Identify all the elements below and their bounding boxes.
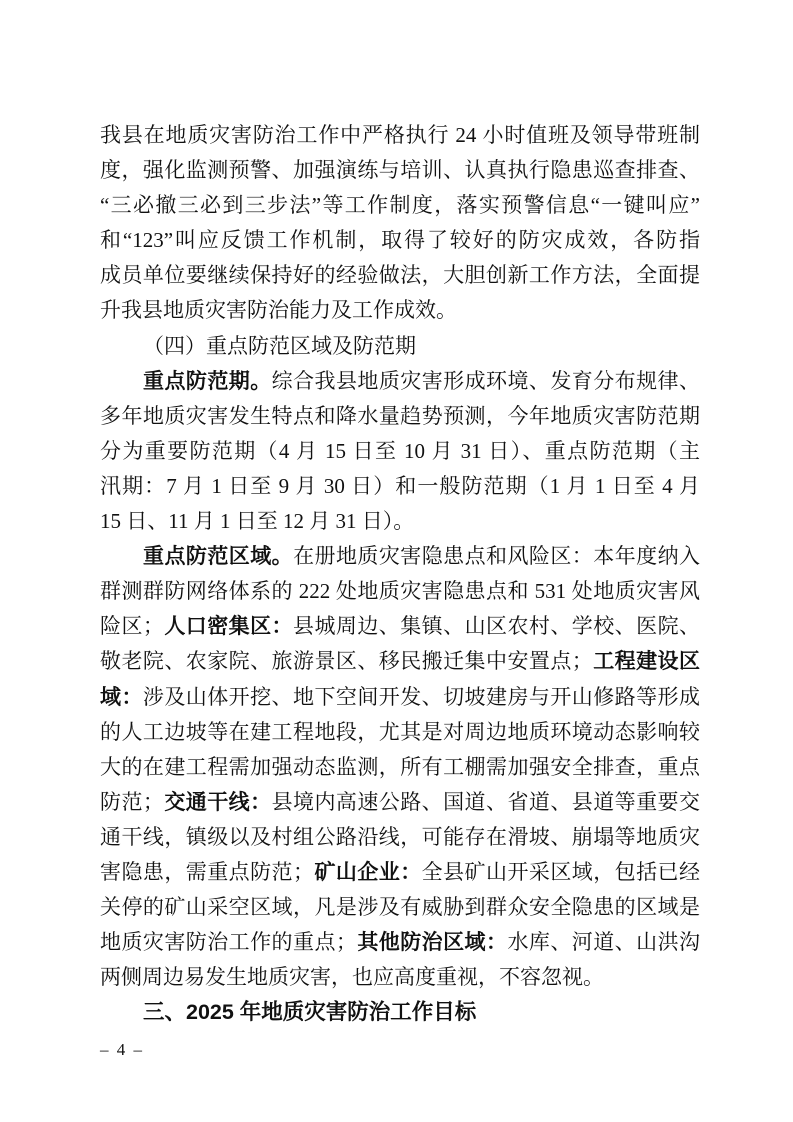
text-run: 15 日、11 月 1 日至 12 月 31 日）。 — [100, 509, 415, 534]
text-line — [100, 258, 700, 293]
text-line — [100, 960, 700, 995]
text-line — [100, 118, 700, 153]
text-run: 多年地质灾害发生特点和降水量趋势预测，今年地质灾害防范期 — [100, 403, 700, 428]
text-line — [100, 293, 700, 328]
text-line — [100, 820, 700, 855]
bold-run: 重点防范区域。 — [143, 545, 294, 569]
text-line — [100, 504, 700, 539]
text-line — [100, 434, 700, 469]
text-run: 在册地质灾害隐患点和风险区：本年度纳入 — [293, 544, 701, 569]
text-line — [100, 644, 700, 679]
text-run: 县境内高速公路、国道、省道、县道等重要交 — [271, 789, 701, 814]
text-line — [100, 785, 700, 820]
bold-run: 人口密集区： — [163, 615, 294, 639]
text-run: 和“123”叫应反馈工作机制，取得了较好的防灾成效，各防指 — [100, 228, 700, 253]
text-run: 两侧周边易发生地质灾害，也应高度重视，不容忽视。 — [100, 965, 604, 990]
text-line — [100, 539, 700, 574]
text-run: 地质灾害防治工作的重点； — [100, 930, 357, 955]
text-run: 的人工边坡等在建工程地段，尤其是对周边地质环境动态影响较 — [100, 719, 700, 744]
text-run: 敬老院、农家院、旅游景区、移民搬迁集中安置点； — [100, 649, 593, 674]
page-number: – 4 – — [100, 1040, 144, 1059]
text-run: 度，强化监测预警、加强演练与培训、认真执行隐患巡查排查、 — [100, 158, 700, 183]
bold-run: 其他防治区域： — [356, 931, 508, 955]
text-run: 综合我县地质灾害形成环境、发育分布规律、 — [271, 368, 700, 393]
bold-run: 重点防范期。 — [143, 369, 272, 393]
text-run: 关停的矿山采空区域，凡是涉及有威胁到群众安全隐患的区域是 — [100, 895, 700, 920]
text-run: “三必撤三必到三步法”等工作制度，落实预警信息“一键叫应” — [100, 193, 700, 218]
bold-run: 工程建设区 — [592, 650, 701, 674]
text-run: 全县矿山开采区域，包括已经 — [421, 859, 701, 884]
text-run: 分为重要防范期（4 月 15 日至 10 月 31 日）、重点防范期（主 — [100, 438, 700, 463]
text-run: 三、2025 年地质灾害防治工作目标 — [143, 1000, 477, 1025]
text-run: 我县在地质灾害防治工作中严格执行 24 小时值班及领导带班制 — [100, 123, 700, 147]
text-line — [100, 715, 700, 750]
text-line — [100, 750, 700, 785]
text-run: 成员单位要继续保持好的经验做法，大胆创新工作方法，全面提 — [100, 263, 700, 288]
text-run: 水库、河道、山洪沟 — [507, 930, 701, 955]
document-body — [100, 118, 700, 1030]
text-run: 涉及山体开挖、地下空间开发、切坡建房与开山修路等形成 — [142, 684, 700, 709]
text-line — [100, 925, 700, 960]
text-line — [100, 223, 700, 258]
text-line — [100, 890, 700, 925]
text-line — [100, 364, 700, 399]
text-line — [100, 329, 700, 364]
bold-run: 矿山企业： — [314, 860, 422, 884]
text-line — [100, 995, 700, 1030]
text-run: 升我县地质灾害防治能力及工作成效。 — [100, 298, 457, 323]
text-line — [100, 188, 700, 223]
text-line — [100, 609, 700, 644]
text-run: （四）重点防范区域及防范期 — [143, 333, 416, 358]
text-line — [100, 399, 700, 434]
text-line — [100, 469, 700, 504]
text-run: 汛期：7 月 1 日至 9 月 30 日）和一般防范期（1 月 1 日至 4 月 — [100, 473, 700, 498]
text-run: 险区； — [100, 614, 164, 639]
text-run: 通干线，镇级以及村组公路沿线，可能存在滑坡、崩塌等地质灾 — [100, 824, 700, 849]
text-run: 群测群防网络体系的 222 处地质灾害隐患点和 531 处地质灾害风 — [100, 579, 700, 604]
text-line — [100, 855, 700, 890]
text-line — [100, 574, 700, 609]
text-run: 县城周边、集镇、山区农村、学校、医院、 — [293, 614, 701, 639]
text-run: 害隐患，需重点防范； — [100, 859, 314, 884]
bold-run: 交通干线： — [163, 790, 272, 814]
text-run: 大的在建工程需加强动态监测，所有工棚需加强安全排查，重点 — [100, 754, 700, 779]
text-line — [100, 153, 700, 188]
text-run: 防范； — [100, 789, 164, 814]
bold-run: 域： — [100, 685, 143, 709]
text-line — [100, 680, 700, 715]
